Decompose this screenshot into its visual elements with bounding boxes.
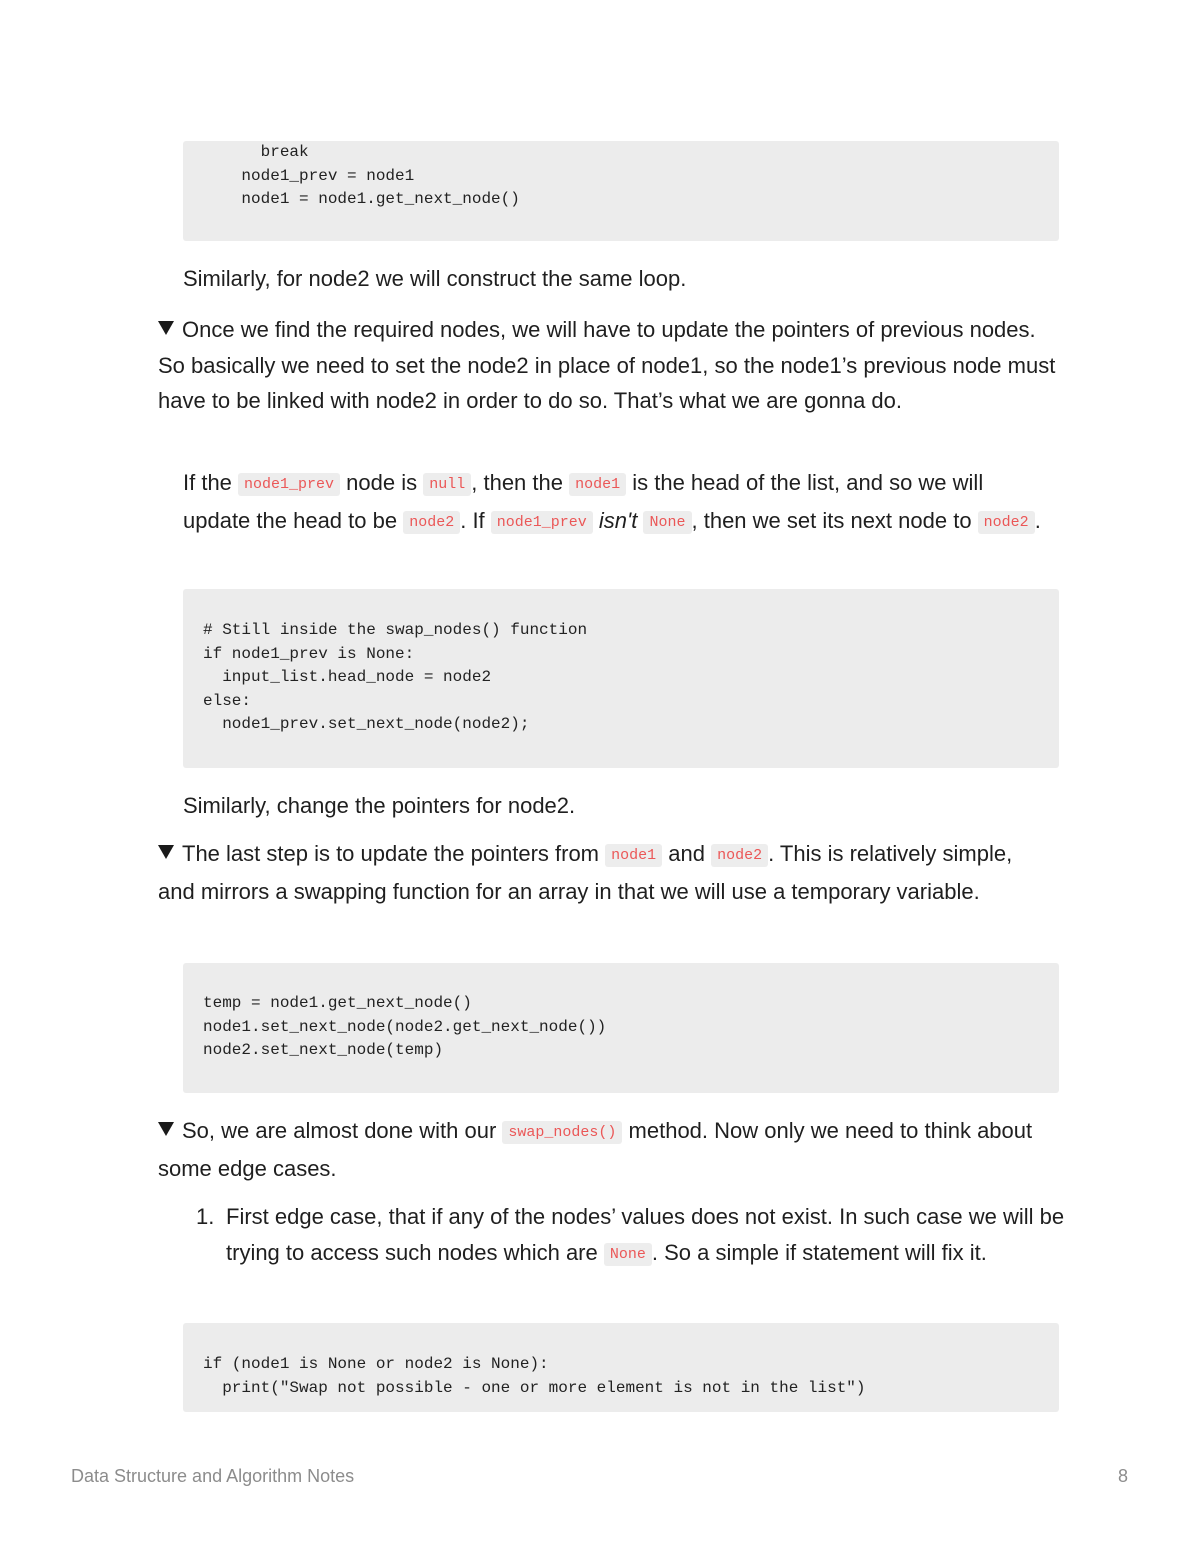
list-item: First edge case, that if any of the nodes’ values does not exist. In such case we will be trying to access such nodes which are None . So a simple if statement will fix it. [226, 1204, 1065, 1265]
toggle-edge-cases[interactable]: So, we are almost done with our swap_nodes() method. Now only we need to think about some edge cases. [158, 1118, 1033, 1181]
inline-code: node1_prev [238, 473, 340, 496]
footer-title: Data Structure and Algorithm Notes [71, 1466, 355, 1486]
toggle-arrow-icon[interactable] [158, 1122, 174, 1136]
code-line: print("Swap not possible - one or more element is not in the list") [203, 1378, 866, 1397]
page-number: 8 [1118, 1466, 1129, 1486]
code-block-update-head [183, 589, 1059, 768]
code-line: if node1_prev is None: [203, 644, 415, 663]
code-line: node2.set_next_node(temp) [203, 1041, 444, 1059]
code-line: if (node1 is None or node2 is None): [203, 1355, 549, 1373]
code-line: # Still inside the swap_nodes() function [203, 621, 588, 639]
toggle-arrow-icon[interactable] [158, 845, 174, 859]
code-block-loop [183, 141, 1059, 241]
inline-code: node1 [605, 844, 662, 867]
inline-code: swap_nodes() [502, 1121, 622, 1144]
code-block-edge-check [183, 1323, 1059, 1412]
code-line: node1 = node1.get_next_node() [203, 190, 520, 208]
toggle-arrow-icon[interactable] [158, 321, 174, 335]
inline-code: node2 [711, 844, 768, 867]
toggle-update-pointers[interactable] [158, 312, 1063, 419]
inline-code: node2 [403, 511, 460, 534]
emphasis-text: isn't [598, 507, 638, 533]
inline-code: node2 [978, 511, 1035, 534]
code-line: node1_prev = node1 [203, 166, 415, 185]
inline-code: None [643, 511, 691, 534]
code-block-swap-pointers [183, 963, 1059, 1093]
inline-code: null [423, 473, 471, 496]
inline-code: None [604, 1243, 652, 1266]
code-line: input_list.head_node = node2 [203, 668, 492, 686]
code-line: node1.set_next_node(node2.get_next_node()) [203, 1017, 607, 1036]
inline-code: node1 [569, 473, 626, 496]
paragraph-if-node1-prev: If the node1_prev node is null , then the node1 is the head of the list, and so we will update the head to be node2 . If node1_prev isn't None , then we set its next node to node2 . [183, 470, 1041, 533]
paragraph-similarly-loop: Similarly, for node2 we will construct the same loop. [183, 266, 687, 291]
code-line: else: [203, 691, 252, 710]
code-line: temp = node1.get_next_node() [203, 994, 472, 1012]
inline-code: node1_prev [491, 511, 593, 534]
paragraph-similarly-pointers: Similarly, change the pointers for node2. [183, 793, 576, 818]
list-item-number: 1. [196, 1204, 215, 1229]
toggle-last-step[interactable]: The last step is to update the pointers from node1 and node2 . This is relatively simple, and mirrors a swapping function for an array in that we will use a temporary variable. [158, 841, 1013, 904]
code-line: node1_prev.set_next_node(node2); [203, 715, 530, 733]
toggle-text: Once we find the required nodes, we will have to update the pointers of previous nodes. So basically we need to set the node2 in place of node1, so the node1’s previous node must have to be linked with node2 in order to do so. That’s what we are gonna do. [158, 317, 1056, 413]
code-line: break [203, 143, 309, 161]
